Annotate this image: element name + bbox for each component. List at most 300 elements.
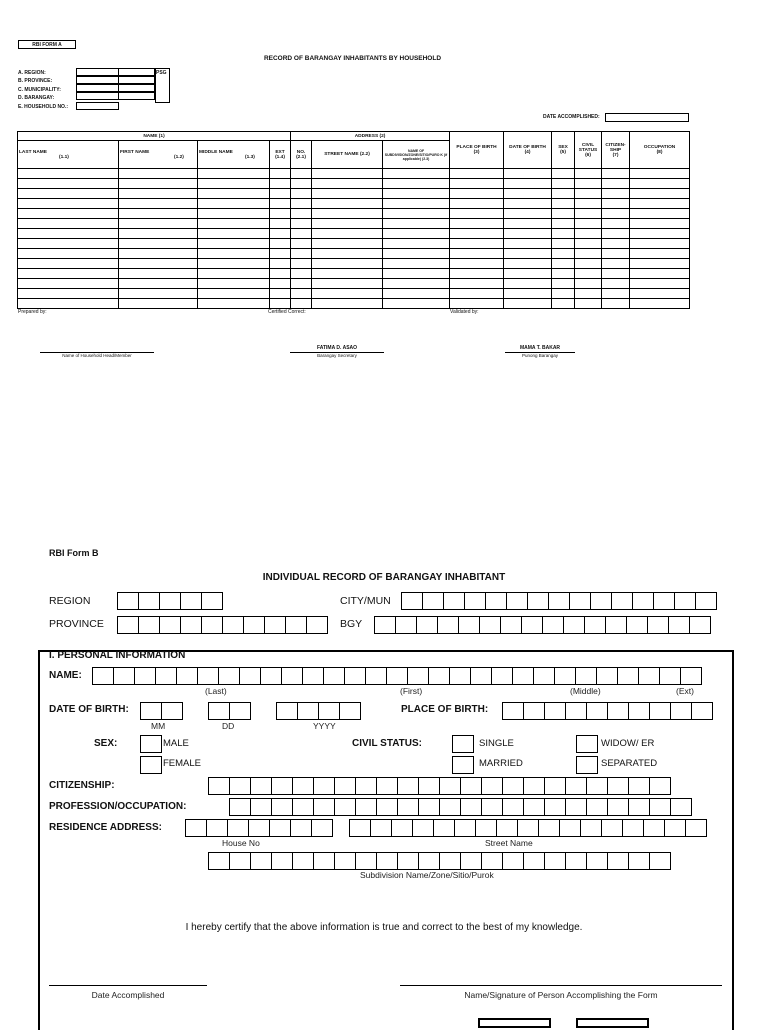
char-box[interactable] (479, 616, 501, 634)
municipality-field-2[interactable] (118, 84, 155, 92)
table-cell[interactable] (504, 219, 552, 229)
table-cell[interactable] (383, 269, 450, 279)
province-boxes[interactable] (117, 616, 327, 634)
char-box[interactable] (318, 702, 340, 720)
char-box[interactable] (260, 667, 282, 685)
char-box[interactable] (201, 616, 223, 634)
table-cell[interactable] (575, 239, 602, 249)
table-cell[interactable] (291, 219, 312, 229)
table-cell[interactable] (504, 199, 552, 209)
table-cell[interactable] (552, 169, 575, 179)
char-box[interactable] (689, 616, 711, 634)
table-cell[interactable] (291, 299, 312, 309)
table-cell[interactable] (198, 189, 270, 199)
char-box[interactable] (437, 616, 459, 634)
table-cell[interactable] (198, 179, 270, 189)
char-box[interactable] (271, 852, 293, 870)
char-box[interactable] (569, 592, 591, 610)
table-cell[interactable] (119, 199, 198, 209)
char-box[interactable] (460, 798, 482, 816)
char-box[interactable] (544, 702, 566, 720)
table-cell[interactable] (270, 219, 291, 229)
table-cell[interactable] (450, 279, 504, 289)
char-box[interactable] (512, 667, 534, 685)
table-cell[interactable] (630, 199, 690, 209)
char-box[interactable] (422, 592, 444, 610)
table-cell[interactable] (18, 189, 119, 199)
table-cell[interactable] (450, 189, 504, 199)
table-cell[interactable] (504, 239, 552, 249)
table-cell[interactable] (291, 179, 312, 189)
char-box[interactable] (428, 667, 450, 685)
table-cell[interactable] (18, 259, 119, 269)
table-cell[interactable] (312, 219, 383, 229)
char-box[interactable] (575, 667, 597, 685)
char-box[interactable] (481, 798, 503, 816)
table-cell[interactable] (291, 289, 312, 299)
table-cell[interactable] (312, 259, 383, 269)
char-box[interactable] (544, 852, 566, 870)
char-box[interactable] (475, 819, 497, 837)
char-box[interactable] (565, 777, 587, 795)
char-box[interactable] (334, 852, 356, 870)
char-box[interactable] (418, 798, 440, 816)
table-cell[interactable] (270, 169, 291, 179)
table-cell[interactable] (602, 209, 630, 219)
char-box[interactable] (554, 667, 576, 685)
table-cell[interactable] (383, 199, 450, 209)
table-cell[interactable] (383, 249, 450, 259)
table-cell[interactable] (602, 199, 630, 209)
table-cell[interactable] (602, 279, 630, 289)
char-box[interactable] (502, 777, 524, 795)
char-box[interactable] (323, 667, 345, 685)
table-cell[interactable] (602, 219, 630, 229)
separated-checkbox[interactable] (576, 756, 598, 774)
table-cell[interactable] (630, 239, 690, 249)
table-cell[interactable] (450, 249, 504, 259)
table-cell[interactable] (552, 299, 575, 309)
char-box[interactable] (227, 819, 249, 837)
table-cell[interactable] (291, 259, 312, 269)
char-box[interactable] (365, 667, 387, 685)
char-box[interactable] (548, 592, 570, 610)
char-box[interactable] (311, 819, 333, 837)
char-box[interactable] (229, 777, 251, 795)
table-cell[interactable] (575, 269, 602, 279)
char-box[interactable] (276, 702, 298, 720)
char-box[interactable] (250, 777, 272, 795)
table-cell[interactable] (575, 169, 602, 179)
char-box[interactable] (670, 702, 692, 720)
table-cell[interactable] (270, 279, 291, 289)
table-cell[interactable] (198, 299, 270, 309)
char-box[interactable] (607, 798, 629, 816)
char-box[interactable] (376, 777, 398, 795)
name-boxes[interactable] (92, 667, 701, 685)
char-box[interactable] (376, 852, 398, 870)
char-box[interactable] (208, 852, 230, 870)
table-cell[interactable] (552, 179, 575, 189)
char-box[interactable] (607, 702, 629, 720)
table-cell[interactable] (575, 229, 602, 239)
char-box[interactable] (565, 798, 587, 816)
char-box[interactable] (113, 667, 135, 685)
char-box[interactable] (248, 819, 270, 837)
table-cell[interactable] (450, 199, 504, 209)
table-cell[interactable] (270, 249, 291, 259)
table-cell[interactable] (383, 229, 450, 239)
table-cell[interactable] (630, 269, 690, 279)
char-box[interactable] (538, 819, 560, 837)
table-cell[interactable] (198, 219, 270, 229)
char-box[interactable] (638, 667, 660, 685)
char-box[interactable] (491, 667, 513, 685)
char-box[interactable] (243, 616, 265, 634)
char-box[interactable] (458, 616, 480, 634)
table-cell[interactable] (198, 199, 270, 209)
table-cell[interactable] (312, 189, 383, 199)
table-cell[interactable] (504, 299, 552, 309)
table-cell[interactable] (291, 209, 312, 219)
char-box[interactable] (418, 777, 440, 795)
table-cell[interactable] (575, 209, 602, 219)
char-box[interactable] (433, 819, 455, 837)
table-cell[interactable] (504, 259, 552, 269)
char-box[interactable] (250, 798, 272, 816)
char-box[interactable] (496, 819, 518, 837)
char-box[interactable] (670, 798, 692, 816)
region-field-2[interactable] (118, 68, 155, 76)
table-cell[interactable] (504, 209, 552, 219)
table-cell[interactable] (602, 299, 630, 309)
char-box[interactable] (674, 592, 696, 610)
char-box[interactable] (565, 852, 587, 870)
table-cell[interactable] (630, 189, 690, 199)
table-cell[interactable] (198, 269, 270, 279)
table-cell[interactable] (504, 169, 552, 179)
char-box[interactable] (397, 777, 419, 795)
char-box[interactable] (586, 798, 608, 816)
table-cell[interactable] (270, 239, 291, 249)
char-box[interactable] (523, 798, 545, 816)
char-box[interactable] (92, 667, 114, 685)
table-cell[interactable] (18, 179, 119, 189)
male-checkbox[interactable] (140, 735, 162, 753)
table-cell[interactable] (18, 289, 119, 299)
table-cell[interactable] (291, 239, 312, 249)
table-cell[interactable] (119, 239, 198, 249)
table-cell[interactable] (312, 269, 383, 279)
table-cell[interactable] (450, 259, 504, 269)
char-box[interactable] (159, 592, 181, 610)
char-box[interactable] (180, 616, 202, 634)
table-cell[interactable] (291, 199, 312, 209)
char-box[interactable] (454, 819, 476, 837)
table-cell[interactable] (383, 209, 450, 219)
house-no-boxes[interactable] (185, 819, 332, 837)
single-checkbox[interactable] (452, 735, 474, 753)
table-cell[interactable] (291, 269, 312, 279)
region-boxes[interactable] (117, 592, 222, 610)
char-box[interactable] (523, 852, 545, 870)
char-box[interactable] (201, 592, 223, 610)
table-cell[interactable] (312, 179, 383, 189)
table-cell[interactable] (504, 289, 552, 299)
char-box[interactable] (544, 777, 566, 795)
char-box[interactable] (523, 777, 545, 795)
table-cell[interactable] (383, 189, 450, 199)
table-cell[interactable] (198, 169, 270, 179)
table-cell[interactable] (270, 179, 291, 189)
table-cell[interactable] (312, 199, 383, 209)
table-cell[interactable] (552, 289, 575, 299)
char-box[interactable] (617, 667, 639, 685)
table-cell[interactable] (383, 299, 450, 309)
municipality-field[interactable] (76, 84, 119, 92)
char-box[interactable] (691, 702, 713, 720)
char-box[interactable] (626, 616, 648, 634)
bgy-boxes[interactable] (374, 616, 710, 634)
char-box[interactable] (176, 667, 198, 685)
table-cell[interactable] (575, 219, 602, 229)
dob-day-boxes[interactable] (208, 702, 250, 720)
table-cell[interactable] (119, 189, 198, 199)
table-cell[interactable] (630, 299, 690, 309)
char-box[interactable] (596, 667, 618, 685)
char-box[interactable] (292, 777, 314, 795)
char-box[interactable] (439, 777, 461, 795)
table-cell[interactable] (198, 209, 270, 219)
char-box[interactable] (395, 616, 417, 634)
table-cell[interactable] (270, 229, 291, 239)
table-cell[interactable] (119, 169, 198, 179)
char-box[interactable] (397, 852, 419, 870)
char-box[interactable] (542, 616, 564, 634)
table-cell[interactable] (552, 239, 575, 249)
dob-month-boxes[interactable] (140, 702, 182, 720)
table-cell[interactable] (450, 299, 504, 309)
table-cell[interactable] (575, 259, 602, 269)
char-box[interactable] (586, 702, 608, 720)
table-cell[interactable] (630, 279, 690, 289)
char-box[interactable] (664, 819, 686, 837)
table-cell[interactable] (312, 289, 383, 299)
table-cell[interactable] (383, 279, 450, 289)
table-cell[interactable] (312, 249, 383, 259)
table-cell[interactable] (198, 249, 270, 259)
char-box[interactable] (117, 616, 139, 634)
char-box[interactable] (622, 819, 644, 837)
table-cell[interactable] (450, 169, 504, 179)
table-cell[interactable] (450, 239, 504, 249)
char-box[interactable] (502, 852, 524, 870)
table-cell[interactable] (630, 169, 690, 179)
char-box[interactable] (376, 798, 398, 816)
citymun-boxes[interactable] (401, 592, 716, 610)
char-box[interactable] (680, 667, 702, 685)
table-cell[interactable] (198, 259, 270, 269)
char-box[interactable] (649, 777, 671, 795)
table-cell[interactable] (552, 199, 575, 209)
table-cell[interactable] (552, 219, 575, 229)
char-box[interactable] (290, 819, 312, 837)
table-cell[interactable] (575, 249, 602, 259)
char-box[interactable] (180, 592, 202, 610)
table-cell[interactable] (312, 279, 383, 289)
table-cell[interactable] (552, 209, 575, 219)
occupation-boxes[interactable] (229, 798, 691, 816)
table-cell[interactable] (450, 229, 504, 239)
char-box[interactable] (506, 592, 528, 610)
char-box[interactable] (481, 852, 503, 870)
char-box[interactable] (397, 798, 419, 816)
table-cell[interactable] (602, 169, 630, 179)
char-box[interactable] (605, 616, 627, 634)
table-cell[interactable] (18, 169, 119, 179)
char-box[interactable] (334, 777, 356, 795)
char-box[interactable] (460, 777, 482, 795)
table-cell[interactable] (18, 279, 119, 289)
char-box[interactable] (339, 702, 361, 720)
char-box[interactable] (229, 798, 251, 816)
char-box[interactable] (206, 819, 228, 837)
char-box[interactable] (208, 702, 230, 720)
char-box[interactable] (344, 667, 366, 685)
char-box[interactable] (134, 667, 156, 685)
subdivision-boxes[interactable] (208, 852, 670, 870)
table-cell[interactable] (602, 239, 630, 249)
table-cell[interactable] (383, 259, 450, 269)
char-box[interactable] (517, 819, 539, 837)
char-box[interactable] (695, 592, 717, 610)
char-box[interactable] (611, 592, 633, 610)
char-box[interactable] (590, 592, 612, 610)
table-cell[interactable] (119, 219, 198, 229)
table-cell[interactable] (630, 249, 690, 259)
table-cell[interactable] (312, 229, 383, 239)
table-cell[interactable] (18, 249, 119, 259)
table-cell[interactable] (504, 249, 552, 259)
char-box[interactable] (485, 592, 507, 610)
table-cell[interactable] (291, 189, 312, 199)
table-cell[interactable] (552, 259, 575, 269)
char-box[interactable] (138, 616, 160, 634)
char-box[interactable] (449, 667, 471, 685)
char-box[interactable] (460, 852, 482, 870)
date-accomplished-field[interactable] (605, 113, 689, 122)
table-cell[interactable] (119, 179, 198, 189)
char-box[interactable] (607, 777, 629, 795)
char-box[interactable] (138, 592, 160, 610)
char-box[interactable] (412, 819, 434, 837)
char-box[interactable] (586, 852, 608, 870)
table-cell[interactable] (450, 219, 504, 229)
char-box[interactable] (628, 777, 650, 795)
char-box[interactable] (229, 852, 251, 870)
char-box[interactable] (297, 702, 319, 720)
char-box[interactable] (580, 819, 602, 837)
table-cell[interactable] (630, 219, 690, 229)
char-box[interactable] (161, 702, 183, 720)
char-box[interactable] (565, 702, 587, 720)
table-cell[interactable] (291, 249, 312, 259)
char-box[interactable] (197, 667, 219, 685)
table-cell[interactable] (270, 299, 291, 309)
char-box[interactable] (159, 616, 181, 634)
table-cell[interactable] (602, 189, 630, 199)
char-box[interactable] (208, 777, 230, 795)
married-checkbox[interactable] (452, 756, 474, 774)
char-box[interactable] (155, 667, 177, 685)
char-box[interactable] (218, 667, 240, 685)
table-cell[interactable] (198, 229, 270, 239)
table-cell[interactable] (504, 279, 552, 289)
table-cell[interactable] (383, 289, 450, 299)
table-cell[interactable] (552, 269, 575, 279)
table-cell[interactable] (291, 229, 312, 239)
dob-year-boxes[interactable] (276, 702, 360, 720)
char-box[interactable] (653, 592, 675, 610)
char-box[interactable] (355, 798, 377, 816)
char-box[interactable] (527, 592, 549, 610)
char-box[interactable] (313, 798, 335, 816)
table-cell[interactable] (602, 269, 630, 279)
char-box[interactable] (464, 592, 486, 610)
table-cell[interactable] (450, 179, 504, 189)
char-box[interactable] (632, 592, 654, 610)
table-cell[interactable] (575, 189, 602, 199)
char-box[interactable] (271, 798, 293, 816)
char-box[interactable] (533, 667, 555, 685)
char-box[interactable] (407, 667, 429, 685)
table-cell[interactable] (270, 269, 291, 279)
char-box[interactable] (355, 777, 377, 795)
table-cell[interactable] (450, 289, 504, 299)
char-box[interactable] (647, 616, 669, 634)
table-cell[interactable] (504, 269, 552, 279)
table-cell[interactable] (18, 209, 119, 219)
household-no-field[interactable] (76, 102, 119, 110)
char-box[interactable] (416, 616, 438, 634)
table-cell[interactable] (575, 289, 602, 299)
char-box[interactable] (628, 798, 650, 816)
table-cell[interactable] (119, 209, 198, 219)
char-box[interactable] (313, 852, 335, 870)
table-cell[interactable] (630, 259, 690, 269)
char-box[interactable] (140, 702, 162, 720)
char-box[interactable] (313, 777, 335, 795)
char-box[interactable] (418, 852, 440, 870)
char-box[interactable] (500, 616, 522, 634)
char-box[interactable] (439, 852, 461, 870)
table-cell[interactable] (575, 199, 602, 209)
char-box[interactable] (302, 667, 324, 685)
table-cell[interactable] (575, 179, 602, 189)
widow-checkbox[interactable] (576, 735, 598, 753)
table-cell[interactable] (18, 199, 119, 209)
char-box[interactable] (370, 819, 392, 837)
table-cell[interactable] (630, 209, 690, 219)
citizenship-boxes[interactable] (208, 777, 670, 795)
char-box[interactable] (502, 702, 524, 720)
table-cell[interactable] (312, 239, 383, 249)
table-cell[interactable] (270, 289, 291, 299)
char-box[interactable] (271, 777, 293, 795)
table-cell[interactable] (450, 269, 504, 279)
char-box[interactable] (643, 819, 665, 837)
table-cell[interactable] (119, 279, 198, 289)
